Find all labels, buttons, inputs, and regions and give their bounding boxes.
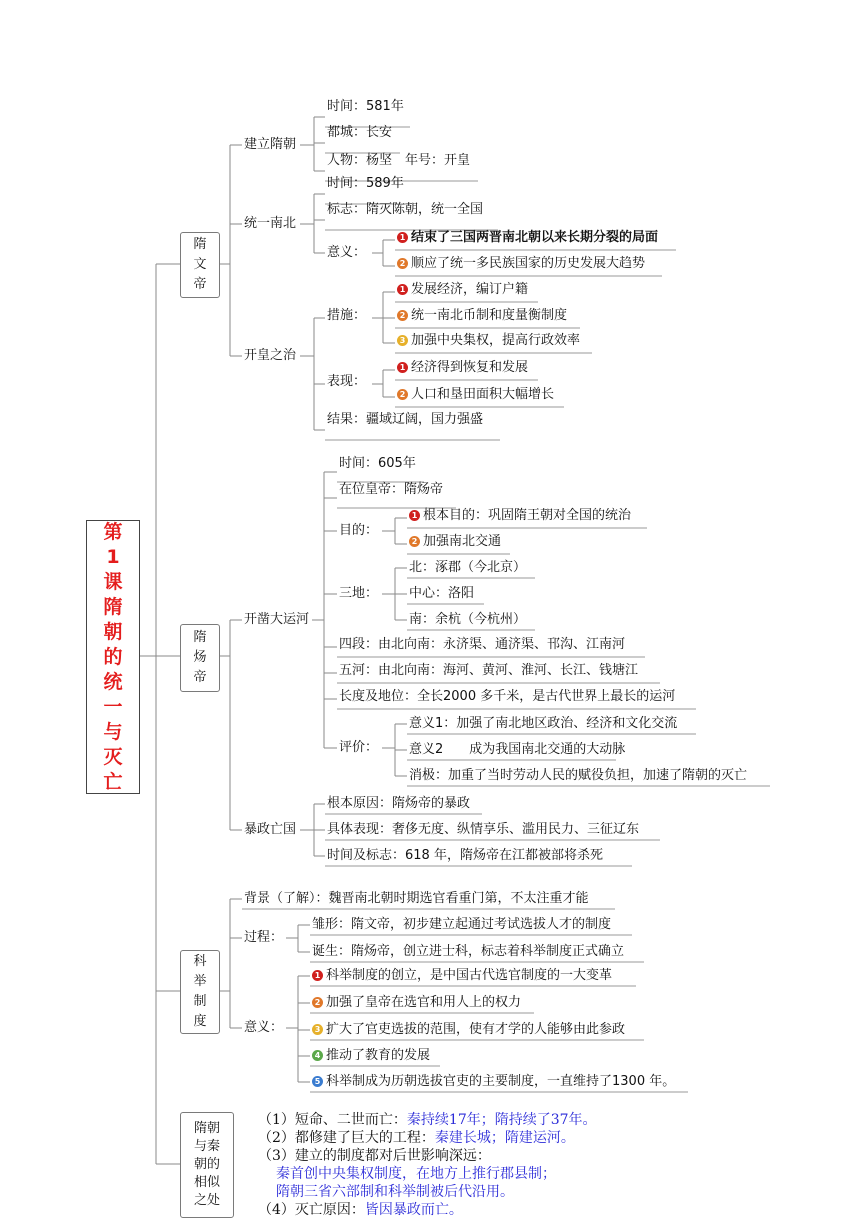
canal-center: 中心：洛阳 (409, 586, 475, 601)
compare-line-1: （1）短命、二世而亡：秦持续17年；隋持续了37年。 (258, 1112, 597, 1128)
canal-south: 南：余杭（今杭州） (409, 612, 527, 627)
canal-time: 时间：605年 (339, 456, 416, 471)
canal-north: 北：涿郡（今北京） (409, 560, 527, 575)
section-yangdi (180, 624, 220, 692)
keju-meaning-5: 5 科举制成为历朝选拔官吏的主要制度，一直维持了1300 年。 (310, 1072, 677, 1092)
canal-eval-3: 消极：加重了当时劳动人民的赋役负担，加速了隋朝的灭亡 (409, 768, 748, 783)
canal-purpose-label: 目的： (339, 523, 379, 538)
perf-2: 2 人口和垦田面积大幅增长 (395, 385, 556, 405)
perf-1: 1 经济得到恢复和发展 (395, 358, 530, 378)
keju-process-2: 诞生：隋炀帝，创立进士科，标志着科举制度正式确立 (312, 944, 625, 959)
fall-detail: 具体表现：奢侈无度、纵情享乐、滥用民力、三征辽东 (327, 822, 640, 837)
fall-root: 根本原因：隋炀帝的暴政 (327, 796, 471, 811)
number-5-icon: 5 (312, 1076, 323, 1087)
tongyi-meaning-2: 2 顺应了统一多民族国家的历史发展大趋势 (395, 254, 647, 274)
canal-length: 长度及地位：全长2000 多千米，是古代世界上最长的运河 (339, 689, 676, 704)
node-jianli-person: 人物：杨坚 年号：开皇 (327, 153, 471, 168)
section-compare (180, 1112, 234, 1218)
purpose-2: 2 加强南北交通 (407, 532, 503, 552)
canal-emperor: 在位皇帝：隋炀帝 (339, 482, 444, 497)
canal-eval-1: 意义1：加强了南北地区政治、经济和文化交流 (409, 716, 678, 731)
keju-meaning-4: 4 推动了教育的发展 (310, 1046, 432, 1066)
number-3-icon: 3 (397, 335, 408, 346)
number-2-icon: 2 (397, 389, 408, 400)
section-keju (180, 950, 220, 1034)
node-tongyi-time: 时间：589年 (327, 176, 404, 191)
compare-line-3: （3）建立的制度都对后世影响深远： (258, 1148, 491, 1164)
keju-process-1: 雏形：隋文帝，初步建立起通过考试选拔人才的制度 (312, 917, 612, 932)
node-fall: 暴政亡国 (244, 822, 297, 837)
section-compare-label: 隋朝与秦朝的相似之处 (193, 1121, 220, 1208)
node-canal: 开凿大运河 (244, 612, 310, 627)
fall-time: 时间及标志：618 年，隋炀帝在江都被部将杀死 (327, 848, 603, 863)
node-kaihuang: 开皇之治 (244, 348, 297, 363)
compare-text (258, 1111, 597, 1219)
measure-2: 2 统一南北币制和度量衡制度 (395, 306, 569, 326)
tongyi-meaning-1: 1 结束了三国两晋南北朝以来长期分裂的局面 (395, 228, 660, 248)
keju-meaning-label: 意义： (244, 1020, 284, 1035)
compare-line-5: 隋朝三省六部制和科举制被后代沿用。 (276, 1184, 514, 1200)
node-perf-label: 表现： (327, 374, 367, 389)
number-2-icon: 2 (409, 536, 420, 547)
node-tongyi-sign: 标志：隋灭陈朝，统一全国 (327, 202, 484, 217)
number-2-icon: 2 (397, 310, 408, 321)
canal-three-label: 三地： (339, 586, 379, 601)
number-3-icon: 3 (312, 1024, 323, 1035)
section-yangdi-label: 隋炀帝 (193, 630, 207, 685)
node-jianli: 建立隋朝 (244, 137, 297, 152)
node-result: 结果：疆域辽阔，国力强盛 (327, 412, 484, 427)
number-4-icon: 4 (312, 1050, 323, 1061)
node-measures-label: 措施： (327, 308, 367, 323)
node-jianli-time: 时间：581年 (327, 99, 404, 114)
number-1-icon: 1 (312, 970, 323, 981)
node-tongyi-meaning-label: 意义： (327, 245, 367, 260)
section-keju-label: 科举制度 (193, 954, 207, 1029)
canal-four: 四段：由北向南：永济渠、通济渠、邗沟、江南河 (339, 637, 626, 652)
number-1-icon: 1 (397, 232, 408, 243)
node-jianli-capital: 都城：长安 (327, 125, 393, 140)
canal-five: 五河：由北向南：海河、黄河、淮河、长江、钱塘江 (339, 663, 639, 678)
section-wendi (180, 232, 220, 298)
number-1-icon: 1 (397, 362, 408, 373)
compare-line-4: 秦首创中央集权制度，在地方上推行郡县制； (276, 1166, 556, 1182)
purpose-1: 1 根本目的：巩固隋王朝对全国的统治 (407, 506, 633, 526)
number-1-icon: 1 (409, 510, 420, 521)
canal-eval-2: 意义2 成为我国南北交通的大动脉 (409, 742, 626, 757)
keju-process-label: 过程： (244, 930, 284, 945)
measure-3: 3 加强中央集权，提高行政效率 (395, 331, 582, 351)
compare-line-6: （4）灭亡原因：皆因暴政而亡。 (258, 1202, 463, 1218)
lesson-title-box (86, 520, 140, 794)
compare-line-2: （2）都修建了巨大的工程：秦建长城；隋建运河。 (258, 1130, 575, 1146)
measure-1: 1 发展经济，编订户籍 (395, 280, 530, 300)
keju-meaning-1: 1 科举制度的创立，是中国古代选官制度的一大变革 (310, 966, 614, 986)
number-2-icon: 2 (312, 997, 323, 1008)
lesson-title: 第1课隋朝的统一与灭亡 (103, 520, 123, 793)
number-1-icon: 1 (397, 284, 408, 295)
section-wendi-label: 隋文帝 (193, 237, 207, 292)
node-tongyi: 统一南北 (244, 216, 297, 231)
canal-eval-label: 评价： (339, 740, 379, 755)
keju-background: 背景（了解）：魏晋南北朝时期选官看重门第，不太注重才能 (244, 891, 589, 906)
keju-meaning-3: 3 扩大了官吏选拔的范围，使有才学的人能够由此参政 (310, 1020, 627, 1040)
keju-meaning-2: 2 加强了皇帝在选官和用人上的权力 (310, 993, 523, 1013)
number-2-icon: 2 (397, 258, 408, 269)
